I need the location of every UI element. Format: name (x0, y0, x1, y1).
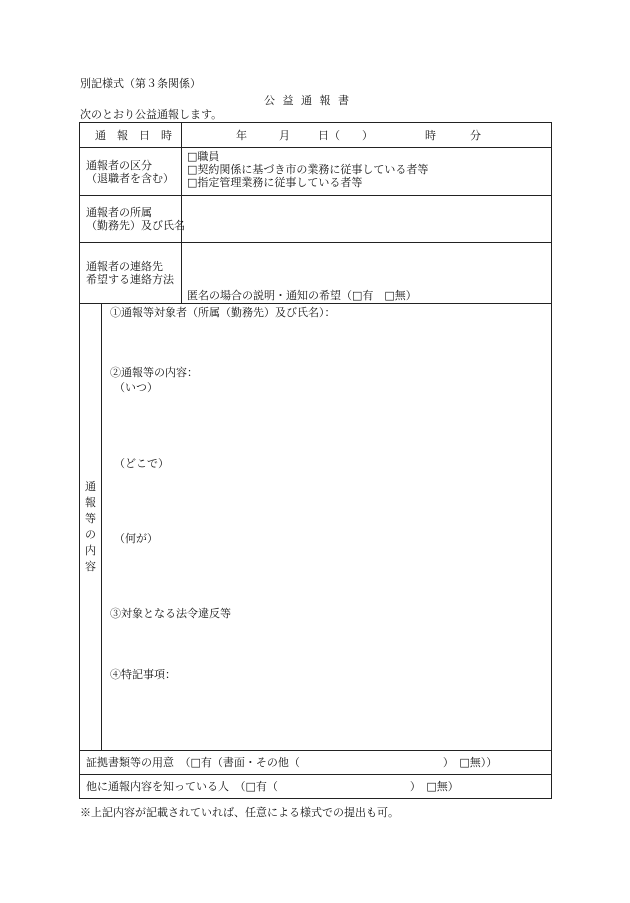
law-violation-item: ③対象となる法令違反等 (110, 607, 231, 620)
category-label-line2: （退職者を含む） (86, 171, 174, 185)
day-label: 日（ ） (318, 128, 373, 142)
year-label: 年 (236, 128, 247, 142)
special-notes-item: ④特記事項： (110, 668, 176, 681)
content-vertical-label (84, 479, 98, 575)
date-input-cell[interactable] (182, 123, 552, 148)
option-designated-manager-checkbox[interactable]: □指定管理業務に従事している者等 (187, 176, 363, 189)
content-vertical-label-cell (80, 304, 102, 751)
contact-label-line2: 希望する連絡方法 (86, 273, 174, 286)
category-label-cell (80, 148, 182, 196)
document-title: 公 益 通 報 書 (264, 94, 351, 107)
where-label: （どこで） (114, 457, 169, 470)
vertical-char: 通 (85, 480, 96, 493)
option-staff-checkbox[interactable]: □職員 (187, 150, 220, 163)
others-row (80, 775, 552, 799)
contact-label-line1: 通報者の連絡先 (86, 260, 163, 273)
month-label: 月 (279, 128, 290, 142)
minute-label: 分 (470, 128, 481, 142)
date-label-cell (80, 123, 182, 148)
option-contractor-checkbox[interactable]: □契約関係に基づき市の業務に従事している者等 (187, 163, 429, 176)
category-options-cell (182, 148, 552, 196)
category-row (80, 148, 552, 196)
others-cell[interactable]: 他に通報内容を知っている人 （□有（ ） □無） (80, 775, 552, 799)
vertical-char: 容 (85, 560, 96, 573)
report-form-table (79, 122, 552, 799)
affiliation-row (80, 196, 552, 243)
date-label: 通 報 日 時 (95, 128, 172, 142)
when-label: （いつ） (114, 381, 158, 394)
vertical-char: 内 (85, 544, 96, 557)
affiliation-label-line2: （勤務先）及び氏名 (86, 219, 185, 232)
contact-label-cell (80, 243, 182, 304)
hour-label: 時 (425, 128, 436, 142)
vertical-char: 報 (85, 496, 96, 509)
report-content-item: ②通報等の内容： (110, 366, 198, 379)
affiliation-label-cell (80, 196, 185, 243)
evidence-row (80, 751, 552, 775)
affiliation-label-line1: 通報者の所属 (86, 206, 152, 219)
content-input-cell[interactable] (102, 304, 552, 751)
evidence-cell[interactable]: 証拠書類等の用意 （□有（書面・その他（ ） □無）） (80, 751, 552, 775)
contact-input-cell[interactable] (182, 243, 552, 304)
category-label-line1: 通報者の区分 (86, 158, 152, 172)
footnote: ※上記内容が記載されていれば、任意による様式での提出も可。 (80, 806, 399, 819)
what-label: （何が） (114, 532, 158, 545)
target-person-item: ①通報等対象者（所属（勤務先）及び氏名）： (110, 306, 336, 319)
vertical-char: の (85, 528, 96, 541)
date-fields (182, 129, 551, 142)
date-row (80, 123, 552, 148)
vertical-char: 等 (85, 512, 96, 525)
anonymous-notice-choice[interactable]: 匿名の場合の説明・通知の希望（□有 □無） (187, 289, 417, 302)
content-row (80, 304, 552, 751)
intro-text: 次のとおり公益通報します。 (80, 108, 223, 121)
affiliation-input-cell[interactable] (182, 196, 552, 243)
contact-row (80, 243, 552, 304)
form-number-label: 別記様式（第３条関係） (80, 77, 201, 90)
